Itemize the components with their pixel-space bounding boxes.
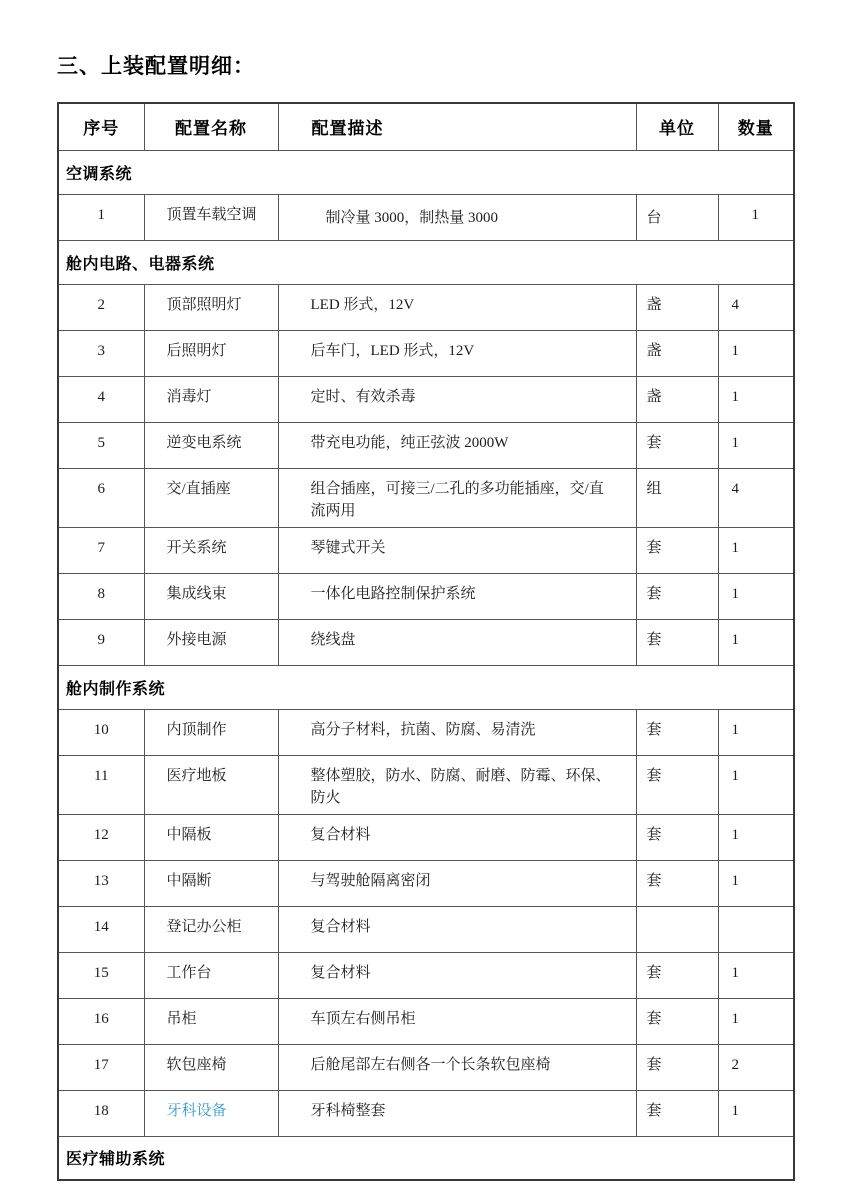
row-number-cell: 14 [58, 906, 144, 952]
config-desc-cell: 绕线盘 [278, 619, 636, 665]
config-name-cell: 内顶制作 [144, 709, 278, 755]
row-number-cell: 7 [58, 527, 144, 573]
config-desc-cell: 一体化电路控制保护系统 [278, 573, 636, 619]
row-number-cell: 12 [58, 814, 144, 860]
config-desc-cell: 带充电功能，纯正弦波 2000W [278, 422, 636, 468]
row-number-cell: 16 [58, 998, 144, 1044]
row-number-cell: 6 [58, 468, 144, 527]
table-row [58, 573, 794, 619]
configuration-table [57, 102, 795, 1181]
unit-cell: 套 [636, 755, 718, 814]
quantity-cell: 1 [718, 619, 794, 665]
section-row [58, 665, 794, 709]
unit-cell: 套 [636, 952, 718, 998]
table-body [58, 150, 794, 1180]
quantity-cell: 1 [718, 709, 794, 755]
quantity-cell: 4 [718, 284, 794, 330]
table-row [58, 860, 794, 906]
column-header-unit: 单位 [636, 103, 718, 150]
config-name-cell: 开关系统 [144, 527, 278, 573]
quantity-cell: 1 [718, 330, 794, 376]
row-number-cell: 11 [58, 755, 144, 814]
quantity-cell: 1 [718, 194, 794, 240]
quantity-cell: 1 [718, 376, 794, 422]
config-name-cell: 顶置车载空调 [144, 194, 278, 240]
unit-cell: 套 [636, 1090, 718, 1136]
section-title: 空调系统 [58, 150, 794, 194]
config-name-cell [144, 1090, 278, 1136]
config-name-cell: 工作台 [144, 952, 278, 998]
quantity-cell: 1 [718, 860, 794, 906]
row-number-cell: 13 [58, 860, 144, 906]
table-row [58, 284, 794, 330]
config-desc-cell: 复合材料 [278, 952, 636, 998]
quantity-cell [718, 906, 794, 952]
table-row [58, 998, 794, 1044]
config-desc-cell: 牙科椅整套 [278, 1090, 636, 1136]
section-row [58, 240, 794, 284]
config-name-cell: 医疗地板 [144, 755, 278, 814]
table-header-row [58, 103, 794, 150]
unit-cell: 套 [636, 860, 718, 906]
config-name-cell: 外接电源 [144, 619, 278, 665]
config-name-cell: 交/直插座 [144, 468, 278, 527]
section-row [58, 150, 794, 194]
section-row [58, 1136, 794, 1180]
row-number-cell: 2 [58, 284, 144, 330]
row-number-cell: 1 [58, 194, 144, 240]
config-name-cell: 逆变电系统 [144, 422, 278, 468]
config-desc-cell: 琴键式开关 [278, 527, 636, 573]
column-header-desc: 配置描述 [278, 103, 636, 150]
row-number-cell: 15 [58, 952, 144, 998]
quantity-cell: 2 [718, 1044, 794, 1090]
table-row [58, 1044, 794, 1090]
table-row [58, 422, 794, 468]
config-name-cell: 顶部照明灯 [144, 284, 278, 330]
row-number-cell: 4 [58, 376, 144, 422]
unit-cell: 盏 [636, 376, 718, 422]
quantity-cell: 1 [718, 527, 794, 573]
table-row [58, 376, 794, 422]
section-title: 舱内制作系统 [58, 665, 794, 709]
section-title: 舱内电路、电器系统 [58, 240, 794, 284]
quantity-cell: 1 [718, 422, 794, 468]
config-desc-cell: LED 形式，12V [278, 284, 636, 330]
quantity-cell: 1 [718, 1090, 794, 1136]
unit-cell: 套 [636, 998, 718, 1044]
page-title: 三、上装配置明细： [57, 54, 255, 78]
config-name-cell: 消毒灯 [144, 376, 278, 422]
unit-cell: 盏 [636, 330, 718, 376]
row-number-cell: 5 [58, 422, 144, 468]
table-row [58, 330, 794, 376]
config-desc-cell: 复合材料 [278, 814, 636, 860]
unit-cell: 台 [636, 194, 718, 240]
config-desc-cell: 整体塑胶，防水、防腐、耐磨、防霉、环保、防火 [278, 755, 636, 814]
config-name-cell: 中隔板 [144, 814, 278, 860]
table-row [58, 194, 794, 240]
table-row [58, 906, 794, 952]
quantity-cell: 1 [718, 814, 794, 860]
table-row [58, 619, 794, 665]
quantity-cell: 1 [718, 952, 794, 998]
table-row [58, 1090, 794, 1136]
row-number-cell: 18 [58, 1090, 144, 1136]
unit-cell: 套 [636, 527, 718, 573]
unit-cell: 套 [636, 814, 718, 860]
config-desc-cell: 与驾驶舱隔离密闭 [278, 860, 636, 906]
unit-cell [636, 906, 718, 952]
section-title: 医疗辅助系统 [58, 1136, 794, 1180]
row-number-cell: 8 [58, 573, 144, 619]
row-number-cell: 17 [58, 1044, 144, 1090]
table-row [58, 527, 794, 573]
config-desc-cell: 后车门，LED 形式，12V [278, 330, 636, 376]
row-number-cell: 9 [58, 619, 144, 665]
table-row [58, 755, 794, 814]
table-row [58, 814, 794, 860]
config-desc-cell: 车顶左右侧吊柜 [278, 998, 636, 1044]
quantity-cell: 4 [718, 468, 794, 527]
table-row [58, 952, 794, 998]
quantity-cell: 1 [718, 998, 794, 1044]
unit-cell: 套 [636, 619, 718, 665]
config-name-cell: 中隔断 [144, 860, 278, 906]
unit-cell: 组 [636, 468, 718, 527]
quantity-cell: 1 [718, 573, 794, 619]
column-header-name: 配置名称 [144, 103, 278, 150]
config-desc-cell: 复合材料 [278, 906, 636, 952]
table-row [58, 709, 794, 755]
table-row [58, 468, 794, 527]
config-name-cell: 登记办公柜 [144, 906, 278, 952]
unit-cell: 盏 [636, 284, 718, 330]
highlighted-config-name: 牙科设备 [166, 1102, 227, 1119]
config-desc-cell: 制冷量 3000，制热量 3000 [278, 194, 636, 240]
config-desc-cell: 定时、有效杀毒 [278, 376, 636, 422]
config-desc-cell: 组合插座，可接三/二孔的多功能插座，交/直流两用 [278, 468, 636, 527]
quantity-cell: 1 [718, 755, 794, 814]
column-header-no: 序号 [58, 103, 144, 150]
column-header-qty: 数量 [718, 103, 794, 150]
row-number-cell: 3 [58, 330, 144, 376]
config-name-cell: 后照明灯 [144, 330, 278, 376]
config-name-cell: 软包座椅 [144, 1044, 278, 1090]
config-name-cell: 吊柜 [144, 998, 278, 1044]
config-name-cell: 集成线束 [144, 573, 278, 619]
unit-cell: 套 [636, 709, 718, 755]
unit-cell: 套 [636, 573, 718, 619]
unit-cell: 套 [636, 1044, 718, 1090]
config-desc-cell: 高分子材料，抗菌、防腐、易清洗 [278, 709, 636, 755]
row-number-cell: 10 [58, 709, 144, 755]
config-desc-cell: 后舱尾部左右侧各一个长条软包座椅 [278, 1044, 636, 1090]
unit-cell: 套 [636, 422, 718, 468]
